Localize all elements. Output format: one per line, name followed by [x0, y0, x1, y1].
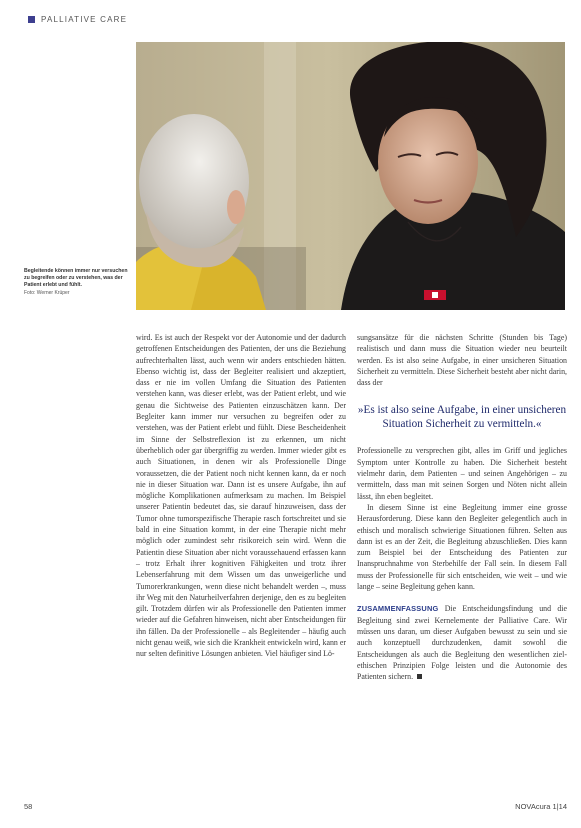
body-paragraph: In diesem Sinne ist eine Begleitung immer eine grosse Herausforderung. Diese kann den Begleiter gelegentlich auch in ethisch und moralisch schwierige Situationen führen. Selten aus dann ist es an der Zeit, die Begleitung abzuschließen. Dies kann zum Beispiel bei der Entscheidung des Patienten zur Inanspruchnahme von Sterbehilfe der Fall sein. In diesem Fall muss der Professionelle für sich entscheiden, wie weit – und wie lange – seine Begleitung gehen kann. [357, 502, 567, 592]
caption-credit: Foto: Werner Krüper [24, 290, 70, 296]
photo-caption [24, 268, 129, 297]
photo-illustration [136, 42, 565, 310]
journal-issue: NOVAcura 1|14 [515, 802, 567, 811]
section-marker-square [28, 16, 35, 23]
summary-text: Die Entscheidungsfindung und die Begleitung sind zwei Kernelemente der Palliative Care. Wir müssen uns daran, um dieser Aufgaben bewusst zu sein und sie auch konzeptuell durchzudenken, damit sowohl die Entscheidungen als auch die Begleitung den wesentlichen ziel-ethischen Prinzipien Folge leisten und die Autonomie des Patienten sichern. [357, 604, 567, 682]
end-of-article-square [417, 674, 422, 679]
caption-text: Begleitende können immer nur versuchen zu begreifen oder zu verstehen, was der Patient erlebt und fühlt. [24, 268, 128, 288]
summary-paragraph [357, 603, 567, 682]
summary-heading: ZUSAMMENFASSUNG [357, 604, 439, 614]
body-paragraph: wird. Es ist auch der Respekt vor der Autonomie und der dadurch getroffenen Entscheidungen des Patienten, der uns die Beziehung aufrechterhalten lässt, auch wenn wir anders entschieden hätten. Ebenso wichtig ist, dass der Begleiter realisiert und akzeptiert, dass er nie im vollen Umfang die Situation des Patienten verstehen kann, was dieser erlebt, was der Patient erlebt, und wie genau die Sichtweise des Patienten einzuschätzen kann. Der Begleiter kann immer nur versuchen zu begreifen oder zu verstehen, was der Patient erlebt und fühlt. Diese Bescheidenheit im Sinne der Selbstreflexion ist zu erkennen, um nicht überheblich oder gar übergriffig zu werden. Immer wieder gibt es auch Situationen, in denen wir als Professionelle Dinge voraussetzen, die der Patient noch nicht kennen kann, da er noch nie in dieser Situation war. Dann ist es unsere Aufgabe, ihn auf mögliche Komplikationen aufmerksam zu machen. Im Beispiel unserer Patientin bedeutet das, sie darauf hinzuweisen, dass der Tumor ohne tumorspezifische Therapie rasch fortschreitet und sie bald in eine Situation kommt, in der eine Therapie nicht mehr möglich oder zumindest sehr risikoreich sein wird. Wenn die Patientin diese Situation aber nicht voraussehauend erfassen kann – trotz Erhalt ihrer kognitiven Fähigkeiten und trotz ihrer Lebenserfahrung mit dem Wissen um das unweigerliche und Tumorerkrankungen, wenn diese nicht behandelt werden –, muss ihr Weg mit den Naturheilverfahren derjenige, den es zu begleiten gilt. Trotzdem dürfen wir als Professionelle den Patienten immer wieder auf die Gefahren hinweisen, nicht aber Entscheidungen für ihn fällen. Da der Professionelle – als Begleitender – häufig auch nicht genau weiß, wie sich die Krankheit entwickeln wird, kann er nur selten definitive Lösungen anbieten. Viel häufiger sind Lö- [136, 333, 346, 659]
article-photo [136, 42, 565, 310]
article-column-right [357, 332, 567, 682]
pull-quote: »Es ist also seine Aufgabe, in einer unsicheren Situation Sicherheit zu vermitteln.« [357, 404, 567, 430]
article-column-left [136, 332, 346, 660]
body-paragraph: sungsansätze für die nächsten Schritte (Stunden bis Tage) realistisch und dann muss die Situation wieder neu beurteilt werden. Es ist also seine Aufgabe, in einer unsicheren Situation Sicherheit zu vermitteln. Diese Sicherheit besteht aber nicht darin, dass der [357, 333, 567, 388]
page-number: 58 [24, 802, 33, 811]
section-label: PALLIATIVE CARE [41, 14, 128, 24]
body-paragraph: Professionelle zu versprechen gibt, alles im Griff und jegliches Symptom unter Kontrolle zu haben. Die Sicherheit besteht vielmehr darin, dem Patienten – und seinen Angehörigen – zu vermitteln, dass man mit seinen Sorgen und Nöten nicht allein lässt, ihn eben begleitet. [357, 446, 567, 501]
section-header [28, 14, 127, 24]
